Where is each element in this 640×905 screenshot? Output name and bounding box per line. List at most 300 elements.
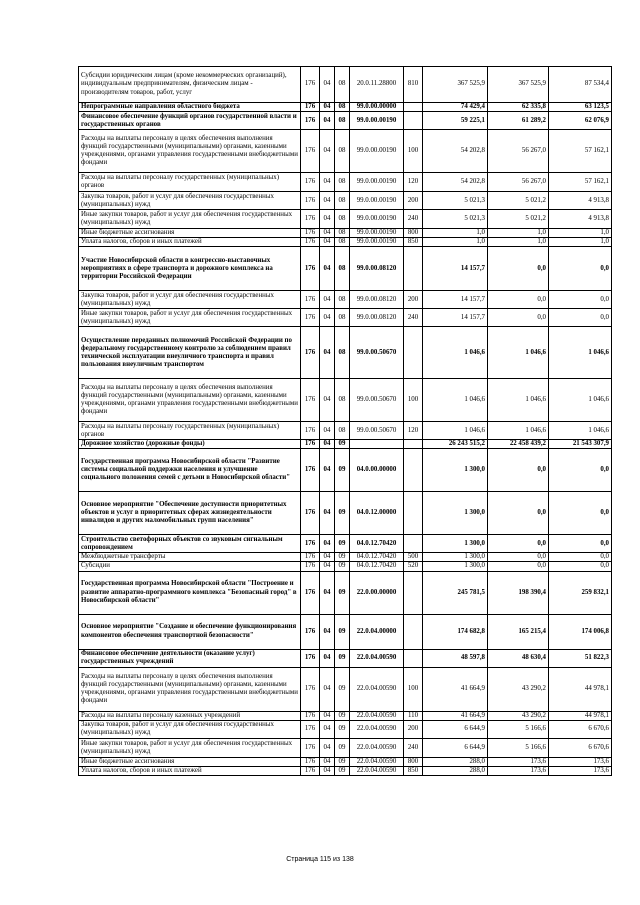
- table-row: [79, 667, 612, 711]
- page-number: Страница 115 из 138: [286, 856, 354, 863]
- expense-type-code: 850: [404, 238, 423, 247]
- section-code: 04: [320, 757, 335, 766]
- table-row: [79, 614, 612, 649]
- subsection-code: 08: [335, 422, 350, 440]
- amount-year-2: 1,0: [488, 238, 549, 247]
- amount-year-3: 0,0: [549, 492, 612, 535]
- row-name: Субсидии: [79, 562, 301, 571]
- amount-year-1: 26 243 515,2: [423, 440, 488, 449]
- ministry-code: 176: [301, 229, 320, 238]
- row-name: Дорожное хозяйство (дорожные фонды): [79, 440, 301, 449]
- subsection-code: 09: [335, 766, 350, 775]
- amount-year-1: 288,0: [423, 757, 488, 766]
- amount-year-1: 54 202,8: [423, 173, 488, 192]
- table-row: [79, 553, 612, 562]
- expense-type-code: [404, 571, 423, 614]
- ministry-code: 176: [301, 720, 320, 738]
- section-code: 04: [320, 614, 335, 649]
- expense-type-code: [404, 103, 423, 112]
- expense-type-code: 100: [404, 667, 423, 711]
- ministry-code: 176: [301, 562, 320, 571]
- section-code: 04: [320, 720, 335, 738]
- ministry-code: 176: [301, 309, 320, 327]
- amount-year-1: 41 664,9: [423, 711, 488, 720]
- amount-year-1: 1 300,0: [423, 562, 488, 571]
- table-row: [79, 738, 612, 757]
- amount-year-1: 1,0: [423, 238, 488, 247]
- table-row: [79, 492, 612, 535]
- subsection-code: 08: [335, 112, 350, 130]
- row-name: Непрограммные направления областного бюджета: [79, 103, 301, 112]
- row-name: Межбюджетные трансферты: [79, 553, 301, 562]
- table-row: [79, 192, 612, 210]
- target-item-code: 99.0.00.00190: [350, 210, 404, 229]
- row-name: Строительство светофорных объектов со звуковым сигнальным сопровождением: [79, 535, 301, 553]
- table-row: [79, 757, 612, 766]
- target-item-code: 22.0.04.00590: [350, 757, 404, 766]
- section-code: 04: [320, 562, 335, 571]
- row-name: Уплата налогов, сборов и иных платежей: [79, 766, 301, 775]
- table-row: [79, 535, 612, 553]
- section-code: 04: [320, 238, 335, 247]
- subsection-code: 09: [335, 449, 350, 492]
- table-row: [79, 309, 612, 327]
- amount-year-3: 62 076,9: [549, 112, 612, 130]
- row-name: Участие Новосибирской области в конгрессно-выставочных мероприятиях в сфере транспорта и дорожного комплекса на территории Российской Федерации: [79, 247, 301, 291]
- amount-year-1: 14 157,7: [423, 291, 488, 309]
- amount-year-2: 0,0: [488, 535, 549, 553]
- section-code: 04: [320, 766, 335, 775]
- subsection-code: 09: [335, 492, 350, 535]
- target-item-code: 99.0.00.50670: [350, 422, 404, 440]
- amount-year-3: 173,6: [549, 757, 612, 766]
- section-code: 04: [320, 103, 335, 112]
- expense-type-code: 500: [404, 553, 423, 562]
- ministry-code: 176: [301, 738, 320, 757]
- amount-year-2: 1,0: [488, 229, 549, 238]
- row-name: Иные закупки товаров, работ и услуг для обеспечения государственных (муниципальных) нужд: [79, 309, 301, 327]
- expense-type-code: 120: [404, 422, 423, 440]
- target-item-code: 22.0.04.00590: [350, 720, 404, 738]
- amount-year-3: 0,0: [549, 553, 612, 562]
- target-item-code: 22.0.04.00590: [350, 738, 404, 757]
- row-name: Финансовое обеспечение функций органов государственной власти и государственных органов: [79, 112, 301, 130]
- expense-type-code: 200: [404, 192, 423, 210]
- target-item-code: [350, 440, 404, 449]
- target-item-code: 22.0.04.00590: [350, 711, 404, 720]
- ministry-code: 176: [301, 103, 320, 112]
- amount-year-2: 173,6: [488, 766, 549, 775]
- table-row: [79, 720, 612, 738]
- expense-type-code: 200: [404, 720, 423, 738]
- target-item-code: 99.0.00.08120: [350, 291, 404, 309]
- row-name: Расходы на выплаты персоналу казенных учреждений: [79, 711, 301, 720]
- section-code: 04: [320, 67, 335, 103]
- amount-year-3: 57 162,1: [549, 130, 612, 173]
- expense-type-code: [404, 614, 423, 649]
- target-item-code: 22.0.04.00000: [350, 614, 404, 649]
- subsection-code: 08: [335, 130, 350, 173]
- amount-year-1: 1 046,6: [423, 422, 488, 440]
- expense-type-code: 200: [404, 291, 423, 309]
- row-name: Закупка товаров, работ и услуг для обеспечения государственных (муниципальных) нужд: [79, 720, 301, 738]
- amount-year-1: 5 021,3: [423, 192, 488, 210]
- ministry-code: 176: [301, 130, 320, 173]
- section-code: 04: [320, 130, 335, 173]
- section-code: 04: [320, 112, 335, 130]
- target-item-code: 22.0.04.00590: [350, 667, 404, 711]
- amount-year-2: 5 021,2: [488, 210, 549, 229]
- amount-year-1: 54 202,8: [423, 130, 488, 173]
- row-name: Уплата налогов, сборов и иных платежей: [79, 238, 301, 247]
- row-name: Иные бюджетные ассигнования: [79, 757, 301, 766]
- table-row: [79, 711, 612, 720]
- amount-year-3: 1 046,6: [549, 422, 612, 440]
- amount-year-2: 61 289,2: [488, 112, 549, 130]
- amount-year-2: 367 525,9: [488, 67, 549, 103]
- amount-year-1: 74 429,4: [423, 103, 488, 112]
- row-name: Государственная программа Новосибирской области "Развитие системы социальной поддержки населения и улучшение социального положения семей с детьми в Новосибирской области": [79, 449, 301, 492]
- table-row: [79, 440, 612, 449]
- amount-year-1: 288,0: [423, 766, 488, 775]
- expense-type-code: 850: [404, 766, 423, 775]
- ministry-code: 176: [301, 535, 320, 553]
- table-row: [79, 173, 612, 192]
- expense-type-code: 110: [404, 711, 423, 720]
- target-item-code: 99.0.00.50670: [350, 379, 404, 422]
- amount-year-3: 4 913,8: [549, 210, 612, 229]
- amount-year-3: 87 534,4: [549, 67, 612, 103]
- amount-year-1: 1,0: [423, 229, 488, 238]
- target-item-code: 99.0.00.00190: [350, 130, 404, 173]
- table-row: [79, 562, 612, 571]
- section-code: 04: [320, 667, 335, 711]
- row-name: Осуществление переданных полномочий Российской Федерации по федеральному государственному контролю за соблюдением правил технической эксплуатации внеуличного транспорта и правил пользования внеуличным транспортом: [79, 327, 301, 379]
- amount-year-3: 63 123,5: [549, 103, 612, 112]
- table-row: [79, 67, 612, 103]
- budget-table-container: [78, 66, 611, 776]
- target-item-code: 99.0.00.00190: [350, 238, 404, 247]
- ministry-code: 176: [301, 422, 320, 440]
- expense-type-code: [404, 449, 423, 492]
- target-item-code: 22.0.04.00590: [350, 649, 404, 667]
- amount-year-1: 59 225,1: [423, 112, 488, 130]
- ministry-code: 176: [301, 67, 320, 103]
- amount-year-1: 48 597,8: [423, 649, 488, 667]
- row-name: Закупка товаров, работ и услуг для обеспечения государственных (муниципальных) нужд: [79, 192, 301, 210]
- expense-type-code: 800: [404, 757, 423, 766]
- amount-year-1: 1 046,6: [423, 379, 488, 422]
- amount-year-1: 245 781,5: [423, 571, 488, 614]
- amount-year-3: 6 670,6: [549, 738, 612, 757]
- amount-year-1: 174 682,8: [423, 614, 488, 649]
- expense-type-code: [404, 327, 423, 379]
- target-item-code: 99.0.00.00000: [350, 103, 404, 112]
- target-item-code: 04.0.12.70420: [350, 562, 404, 571]
- amount-year-2: 198 390,4: [488, 571, 549, 614]
- target-item-code: 99.0.00.00190: [350, 192, 404, 210]
- row-name: Основное мероприятие "Создание и обеспечение функционирования компонентов обеспечения транспортной безопасности": [79, 614, 301, 649]
- table-row: [79, 379, 612, 422]
- ministry-code: 176: [301, 379, 320, 422]
- row-name: Расходы на выплаты персоналу государственных (муниципальных) органов: [79, 173, 301, 192]
- table-row: [79, 449, 612, 492]
- table-row: [79, 103, 612, 112]
- amount-year-2: 43 290,2: [488, 711, 549, 720]
- amount-year-1: 1 300,0: [423, 535, 488, 553]
- expense-type-code: 240: [404, 309, 423, 327]
- row-name: Субсидии юридическим лицам (кроме некоммерческих организаций), индивидуальным предпринимателям, физическим лицам - производителям товаров, работ, услуг: [79, 67, 301, 103]
- amount-year-3: 6 670,6: [549, 720, 612, 738]
- ministry-code: 176: [301, 238, 320, 247]
- amount-year-1: 14 157,7: [423, 309, 488, 327]
- section-code: 04: [320, 492, 335, 535]
- amount-year-2: 1 046,6: [488, 379, 549, 422]
- table-row: [79, 766, 612, 775]
- amount-year-2: 0,0: [488, 449, 549, 492]
- target-item-code: 99.0.00.00190: [350, 229, 404, 238]
- target-item-code: 04.0.00.00000: [350, 449, 404, 492]
- amount-year-2: 0,0: [488, 309, 549, 327]
- amount-year-1: 1 300,0: [423, 492, 488, 535]
- amount-year-1: 1 046,6: [423, 327, 488, 379]
- amount-year-2: 173,6: [488, 757, 549, 766]
- section-code: 04: [320, 291, 335, 309]
- table-row: [79, 238, 612, 247]
- amount-year-3: 0,0: [549, 449, 612, 492]
- expense-type-code: [404, 247, 423, 291]
- table-row: [79, 422, 612, 440]
- expense-type-code: 240: [404, 738, 423, 757]
- amount-year-3: 57 162,1: [549, 173, 612, 192]
- amount-year-1: 367 525,9: [423, 67, 488, 103]
- section-code: 04: [320, 192, 335, 210]
- ministry-code: 176: [301, 711, 320, 720]
- amount-year-1: 1 300,0: [423, 449, 488, 492]
- section-code: 04: [320, 247, 335, 291]
- amount-year-3: 0,0: [549, 247, 612, 291]
- section-code: 04: [320, 535, 335, 553]
- amount-year-2: 0,0: [488, 247, 549, 291]
- amount-year-2: 56 267,0: [488, 130, 549, 173]
- ministry-code: 176: [301, 440, 320, 449]
- section-code: 04: [320, 440, 335, 449]
- ministry-code: 176: [301, 766, 320, 775]
- row-name: Иные бюджетные ассигнования: [79, 229, 301, 238]
- amount-year-2: 62 335,8: [488, 103, 549, 112]
- subsection-code: 08: [335, 192, 350, 210]
- amount-year-3: 44 978,1: [549, 711, 612, 720]
- subsection-code: 09: [335, 562, 350, 571]
- row-name: Иные закупки товаров, работ и услуг для обеспечения государственных (муниципальных) нужд: [79, 210, 301, 229]
- amount-year-3: 21 543 307,9: [549, 440, 612, 449]
- expense-type-code: [404, 535, 423, 553]
- expense-type-code: 120: [404, 173, 423, 192]
- table-row: [79, 291, 612, 309]
- ministry-code: 176: [301, 210, 320, 229]
- subsection-code: 09: [335, 535, 350, 553]
- target-item-code: 99.0.00.08120: [350, 247, 404, 291]
- row-name: Расходы на выплаты персоналу государственных (муниципальных) органов: [79, 422, 301, 440]
- target-item-code: 99.0.00.00190: [350, 112, 404, 130]
- subsection-code: 08: [335, 67, 350, 103]
- ministry-code: 176: [301, 192, 320, 210]
- amount-year-2: 0,0: [488, 492, 549, 535]
- amount-year-2: 1 046,6: [488, 422, 549, 440]
- target-item-code: 22.0.04.00590: [350, 766, 404, 775]
- ministry-code: 176: [301, 667, 320, 711]
- row-name: Расходы на выплаты персоналу в целях обеспечения выполнения функций государственными (муниципальными) органами, казенными учреждениями, органами управления государственными внебюджетными фондами: [79, 667, 301, 711]
- ministry-code: 176: [301, 649, 320, 667]
- expense-type-code: 810: [404, 67, 423, 103]
- target-item-code: 99.0.00.00190: [350, 173, 404, 192]
- amount-year-3: 44 978,1: [549, 667, 612, 711]
- ministry-code: 176: [301, 492, 320, 535]
- row-name: Основное мероприятие "Обеспечение доступности приоритетных объектов и услуг в приоритетных сферах жизнедеятельности инвалидов и других маломобильных групп населения": [79, 492, 301, 535]
- ministry-code: 176: [301, 571, 320, 614]
- subsection-code: 09: [335, 711, 350, 720]
- section-code: 04: [320, 173, 335, 192]
- subsection-code: 08: [335, 229, 350, 238]
- amount-year-3: 173,6: [549, 766, 612, 775]
- amount-year-2: 165 215,4: [488, 614, 549, 649]
- amount-year-2: 48 630,4: [488, 649, 549, 667]
- amount-year-2: 22 458 439,2: [488, 440, 549, 449]
- subsection-code: 09: [335, 667, 350, 711]
- table-row: [79, 112, 612, 130]
- amount-year-3: 1 046,6: [549, 327, 612, 379]
- amount-year-3: 1 046,6: [549, 379, 612, 422]
- row-name: Финансовое обеспечение деятельности (оказание услуг) государственных учреждений: [79, 649, 301, 667]
- row-name: Расходы на выплаты персоналу в целях обеспечения выполнения функций государственными (муниципальными) органами, казенными учреждениями, органами управления государственными внебюджетными фондами: [79, 379, 301, 422]
- expense-type-code: [404, 112, 423, 130]
- section-code: 04: [320, 309, 335, 327]
- expense-type-code: 100: [404, 130, 423, 173]
- amount-year-3: 0,0: [549, 562, 612, 571]
- row-name: Расходы на выплаты персоналу в целях обеспечения выполнения функций государственными (муниципальными) органами, казенными учреждениями, органами управления государственными внебюджетными фондами: [79, 130, 301, 173]
- expense-type-code: [404, 492, 423, 535]
- expense-type-code: [404, 440, 423, 449]
- table-row: [79, 571, 612, 614]
- target-item-code: 99.0.00.08120: [350, 309, 404, 327]
- expense-type-code: 520: [404, 562, 423, 571]
- subsection-code: 08: [335, 103, 350, 112]
- amount-year-3: 4 913,8: [549, 192, 612, 210]
- table-row: [79, 247, 612, 291]
- section-code: 04: [320, 379, 335, 422]
- amount-year-1: 6 644,9: [423, 720, 488, 738]
- row-name: Государственная программа Новосибирской области "Построение и развитие аппаратно-программного комплекса "Безопасный город" в Новосибирской области": [79, 571, 301, 614]
- amount-year-1: 41 664,9: [423, 667, 488, 711]
- amount-year-1: 6 644,9: [423, 738, 488, 757]
- subsection-code: 09: [335, 738, 350, 757]
- expense-type-code: [404, 649, 423, 667]
- amount-year-1: 5 021,3: [423, 210, 488, 229]
- table-row: [79, 327, 612, 379]
- target-item-code: 22.0.00.00000: [350, 571, 404, 614]
- amount-year-3: 0,0: [549, 291, 612, 309]
- subsection-code: 08: [335, 210, 350, 229]
- target-item-code: 04.0.12.70420: [350, 535, 404, 553]
- subsection-code: 08: [335, 309, 350, 327]
- subsection-code: 08: [335, 379, 350, 422]
- target-item-code: 20.0.11.28800: [350, 67, 404, 103]
- section-code: 04: [320, 327, 335, 379]
- budget-table: [78, 66, 612, 776]
- section-code: 04: [320, 229, 335, 238]
- ministry-code: 176: [301, 173, 320, 192]
- section-code: 04: [320, 553, 335, 562]
- section-code: 04: [320, 422, 335, 440]
- expense-type-code: 800: [404, 229, 423, 238]
- amount-year-3: 51 822,3: [549, 649, 612, 667]
- amount-year-2: 1 046,6: [488, 327, 549, 379]
- subsection-code: 09: [335, 553, 350, 562]
- target-item-code: 04.0.12.70420: [350, 553, 404, 562]
- amount-year-3: 1,0: [549, 238, 612, 247]
- row-name: Закупка товаров, работ и услуг для обеспечения государственных (муниципальных) нужд: [79, 291, 301, 309]
- table-row: [79, 649, 612, 667]
- row-name: Иные закупки товаров, работ и услуг для обеспечения государственных (муниципальных) нужд: [79, 738, 301, 757]
- ministry-code: 176: [301, 291, 320, 309]
- ministry-code: 176: [301, 449, 320, 492]
- ministry-code: 176: [301, 553, 320, 562]
- subsection-code: 08: [335, 327, 350, 379]
- subsection-code: 09: [335, 440, 350, 449]
- table-row: [79, 130, 612, 173]
- subsection-code: 08: [335, 291, 350, 309]
- budget-table-body: [79, 67, 612, 776]
- amount-year-2: 0,0: [488, 553, 549, 562]
- table-row: [79, 210, 612, 229]
- amount-year-2: 0,0: [488, 562, 549, 571]
- amount-year-3: 0,0: [549, 535, 612, 553]
- subsection-code: 09: [335, 571, 350, 614]
- subsection-code: 09: [335, 614, 350, 649]
- section-code: 04: [320, 649, 335, 667]
- ministry-code: 176: [301, 112, 320, 130]
- amount-year-3: 1,0: [549, 229, 612, 238]
- amount-year-3: 259 832,1: [549, 571, 612, 614]
- amount-year-2: 43 290,2: [488, 667, 549, 711]
- amount-year-2: 0,0: [488, 291, 549, 309]
- section-code: 04: [320, 711, 335, 720]
- amount-year-3: 0,0: [549, 309, 612, 327]
- section-code: 04: [320, 449, 335, 492]
- ministry-code: 176: [301, 327, 320, 379]
- amount-year-3: 174 006,8: [549, 614, 612, 649]
- amount-year-2: 5 166,6: [488, 720, 549, 738]
- section-code: 04: [320, 571, 335, 614]
- expense-type-code: 100: [404, 379, 423, 422]
- amount-year-2: 5 021,2: [488, 192, 549, 210]
- ministry-code: 176: [301, 247, 320, 291]
- subsection-code: 08: [335, 173, 350, 192]
- subsection-code: 08: [335, 238, 350, 247]
- table-row: [79, 229, 612, 238]
- section-code: 04: [320, 738, 335, 757]
- subsection-code: 09: [335, 720, 350, 738]
- target-item-code: 99.0.00.50670: [350, 327, 404, 379]
- amount-year-2: 56 267,0: [488, 173, 549, 192]
- ministry-code: 176: [301, 614, 320, 649]
- expense-type-code: 240: [404, 210, 423, 229]
- amount-year-1: 1 300,0: [423, 553, 488, 562]
- section-code: 04: [320, 210, 335, 229]
- ministry-code: 176: [301, 757, 320, 766]
- subsection-code: 08: [335, 247, 350, 291]
- subsection-code: 09: [335, 649, 350, 667]
